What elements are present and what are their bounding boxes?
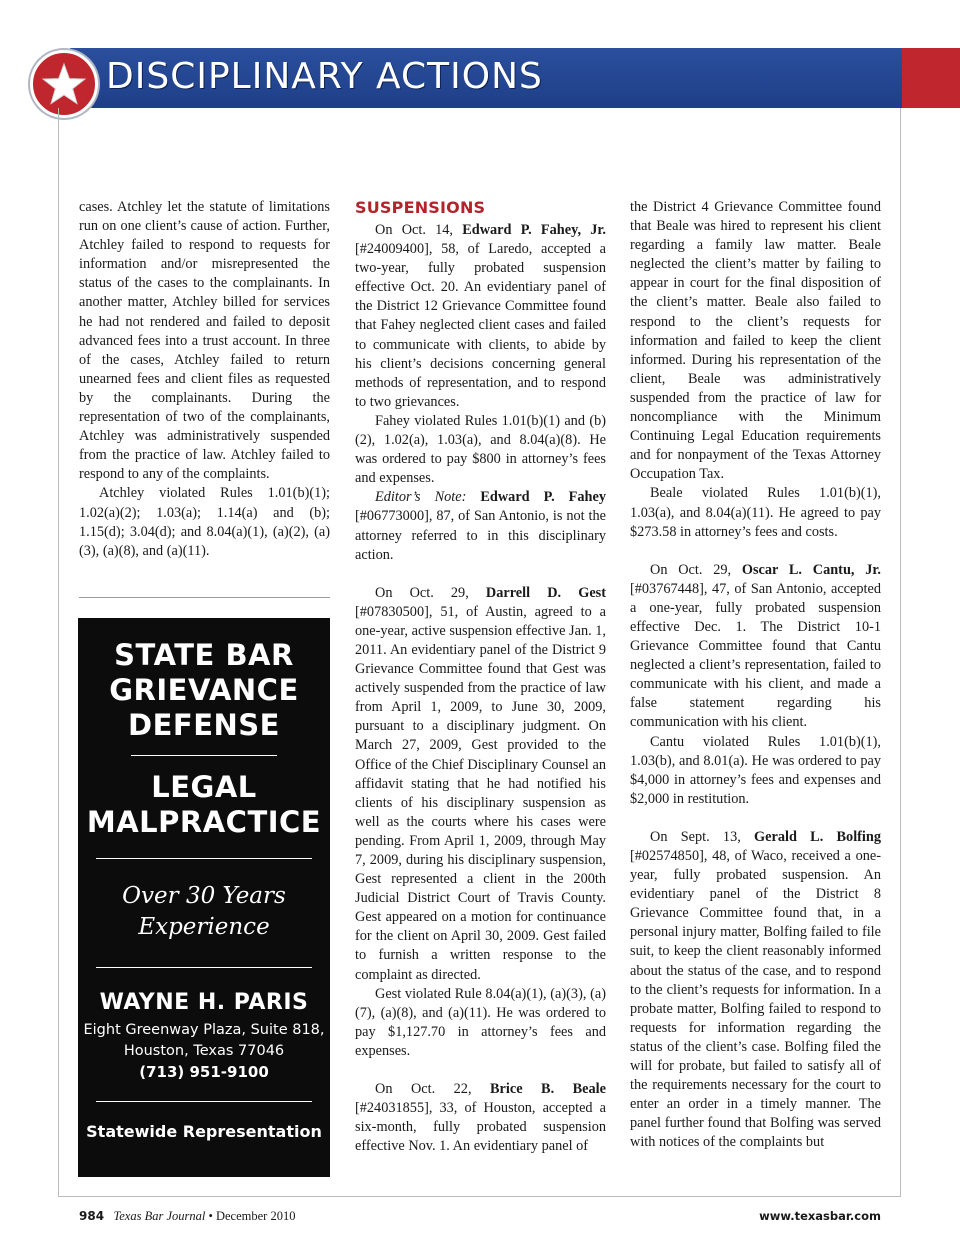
issue-date: December 2010 [215, 1209, 296, 1223]
footer-bullet: • [208, 1209, 213, 1223]
ad-heading-line: STATE BAR [114, 638, 294, 672]
beale-text: [#24031855], 33, of Houston, accepted a six-month, fully probated suspension effective Nov. 1. An evidentiary panel of [355, 1100, 606, 1155]
gest-text: [#07830500], 51, of Austin, agreed to a one-year, active suspension effective Jan. 1, 2011. An evidentiary panel of the District 9 Grievance Committee found that Gest was actively suspended from the practice of law from April 1, 2009, to June 30, 2009, pursuant to a disciplinary judgment. On March 27, 2009, Gest provided to the Office of the Chief Disciplinary Counsel an affidavit stating that he had notified his clients of his disciplinary suspension as well as the courts where his cases were pending. From April 1, 2009, through May 7, 2009, during his disciplinary suspension, Gest represented a client in the 200th Judicial District Court of Travis County. Gest appeared on a motion for continuance for the client on April 30, 2009. Gest failed to furnish a written response to the complaint as directed. [355, 603, 606, 983]
editors-note-name: Edward P. Fahey [480, 489, 607, 506]
fahey-name: Edward P. Fahey, Jr. [462, 222, 606, 238]
ad-heading-line: DEFENSE [128, 708, 280, 742]
bolfing-text: [#02574850], 48, of Waco, received a one-year, fully probated suspension. An evidentiary panel of the District 8 Grievance Committee found that, in a personal injury matter, Bolfing failed to file suit, to keep the client reasonably informed about the status of the case, and to respond to the client’s requests for information. In a probate matter, Bolfing failed to respond to requests for information regarding the status of the client’s case. Bolfing filed the will for probate, but failed to satisfy all of the requirements necessary for the court to enter an order in a timely manner. The panel further found that Bolfing was served with notices of the complaints but [630, 848, 881, 1151]
ad-phone-number: (713) 951-9100 [139, 1063, 269, 1081]
frame-border-left [58, 108, 59, 1196]
header-red-tab [902, 48, 960, 108]
beale-date: On Oct. 22, [375, 1081, 491, 1098]
column-divider-rule [79, 597, 330, 598]
ad-heading-line: MALPRACTICE [86, 805, 322, 839]
column-2 [355, 198, 606, 1156]
cantu-name: Oscar L. Cantu, Jr. [741, 561, 881, 578]
frame-border-right [900, 108, 901, 1196]
cantu-paragraph [630, 561, 881, 733]
beale-rules-paragraph: Beale violated Rules 1.01(b)(1), 1.03(a), and 8.04(a)(11). He agreed to pay $273.58 in attorney’s fees and costs. [630, 485, 881, 540]
bolfing-paragraph [630, 828, 881, 1153]
page-title: DISCIPLINARY ACTIONS [106, 56, 543, 97]
page-number: 984 [79, 1209, 105, 1223]
bolfing-date: On Sept. 13, [650, 828, 755, 845]
atchley-paragraph: cases. Atchley let the statute of limitations run on one client’s cause of action. Further, Atchley failed to respond to requests for information and/or misrepresented the status of the cases to the complainants. In another matter, Atchley billed for services he had not rendered and failed to deposit advanced fees into a trust account. In three of the cases, Atchley failed to return unearned fees and client files as requested by the complainants. During the representation of two of the complainants, Atchley was administratively suspended from the practice of law. Atchley failed to respond to any of the complaints. [79, 199, 330, 483]
footer-url: www.texasbar.com [759, 1209, 881, 1223]
beale-continued-paragraph: the District 4 Grievance Committee found that Beale was hired to represent his client regarding a family law matter. Beale neglected the client’s matter by failing to appear in court for the final disposition of the client’s matter. Beale also failed to respond to the client’s requests for information and failed to keep the client informed. During his representation of the client, Beale was administratively suspended from the practice of law for noncompliance with the Minimum Continuing Legal Education requirements and for nonpayment of the Texas Attorney Occupation Tax. [630, 199, 881, 483]
ad-address-line: Eight Greenway Plaza, Suite 818, [83, 1022, 325, 1038]
gest-paragraph [355, 584, 606, 985]
gest-date: On Oct. 29, [375, 584, 486, 601]
footer-left [79, 1209, 295, 1224]
fahey-text: [#24009400], 58, of Laredo, accepted a two-year, fully probated suspension effective Oct. 20. An evidentiary panel of the District 12 Grievance Committee found that Fahey neglected client cases and failed to communicate with clients, to abide by his client’s decisions concerning general methods of representation, and to respond to two grievances. [355, 241, 606, 410]
column-1 [79, 198, 330, 561]
atchley-rules-paragraph: Atchley violated Rules 1.01(b)(1); 1.02(a)(2); 1.03(a); 1.14(a) and (b); 1.15(d); 3.04(d); and 8.04(a)(1), (a)(2), (a)(3), (a)(8), and (a)(11). [79, 485, 330, 559]
journal-name: Texas Bar Journal [113, 1209, 206, 1223]
frame-border-bottom [58, 1196, 901, 1197]
fahey-paragraph [355, 221, 606, 412]
ad-experience-line: Experience [138, 914, 270, 940]
ad-attorney-name: WAYNE H. PARIS [99, 990, 309, 1015]
ad-heading-line: GRIEVANCE [109, 673, 299, 707]
cantu-rules-paragraph: Cantu violated Rules 1.01(b)(1), 1.03(b), and 8.01(a). He was ordered to pay $4,000 in attorney’s fees and expenses and $2,000 in restitution. [630, 733, 881, 807]
column-3 [630, 198, 881, 1153]
editors-note-paragraph [355, 488, 606, 564]
section-title-suspensions: SUSPENSIONS [355, 198, 486, 217]
editors-note-text: [#06773000], 87, of San Antonio, is not the attorney referred to in this disciplinary action. [355, 508, 606, 563]
fahey-date: On Oct. 14, [375, 222, 463, 238]
cantu-text: [#03767448], 47, of San Antonio, accepted a one-year, fully probated suspension effective Dec. 1. The District 10-1 Grievance Committee found that Cantu neglected a client’s representation, failed to communicate with his client, and made a false statement regarding his communication with his client. [630, 580, 881, 731]
ad-heading-line: LEGAL [151, 770, 257, 804]
gest-rules-paragraph: Gest violated Rule 8.04(a)(1), (a)(3), (a)(7), (a)(8), and (a)(11). He was ordered to pay $1,127.70 in attorney’s fees and expenses. [355, 985, 606, 1059]
ad-experience-line: Over 30 Years [122, 883, 286, 909]
grievance-defense-ad [78, 618, 330, 1177]
fahey-rules-paragraph: Fahey violated Rules 1.01(b)(1) and (b)(2), 1.02(a), 1.03(a), and 8.04(a)(8). He was ordered to pay $800 in attorney’s fees and expenses. [355, 412, 606, 487]
ad-address-line: Houston, Texas 77046 [123, 1043, 285, 1059]
cantu-date: On Oct. 29, [650, 561, 742, 578]
bolfing-name: Gerald L. Bolfing [754, 828, 881, 845]
gest-name: Darrell D. Gest [485, 584, 606, 601]
beale-name: Brice B. Beale [490, 1081, 606, 1098]
star-icon [30, 50, 98, 118]
editors-note-label: Editor’s Note: [375, 489, 467, 506]
beale-paragraph [355, 1080, 606, 1156]
ad-statewide-line: Statewide Representation [86, 1122, 322, 1141]
